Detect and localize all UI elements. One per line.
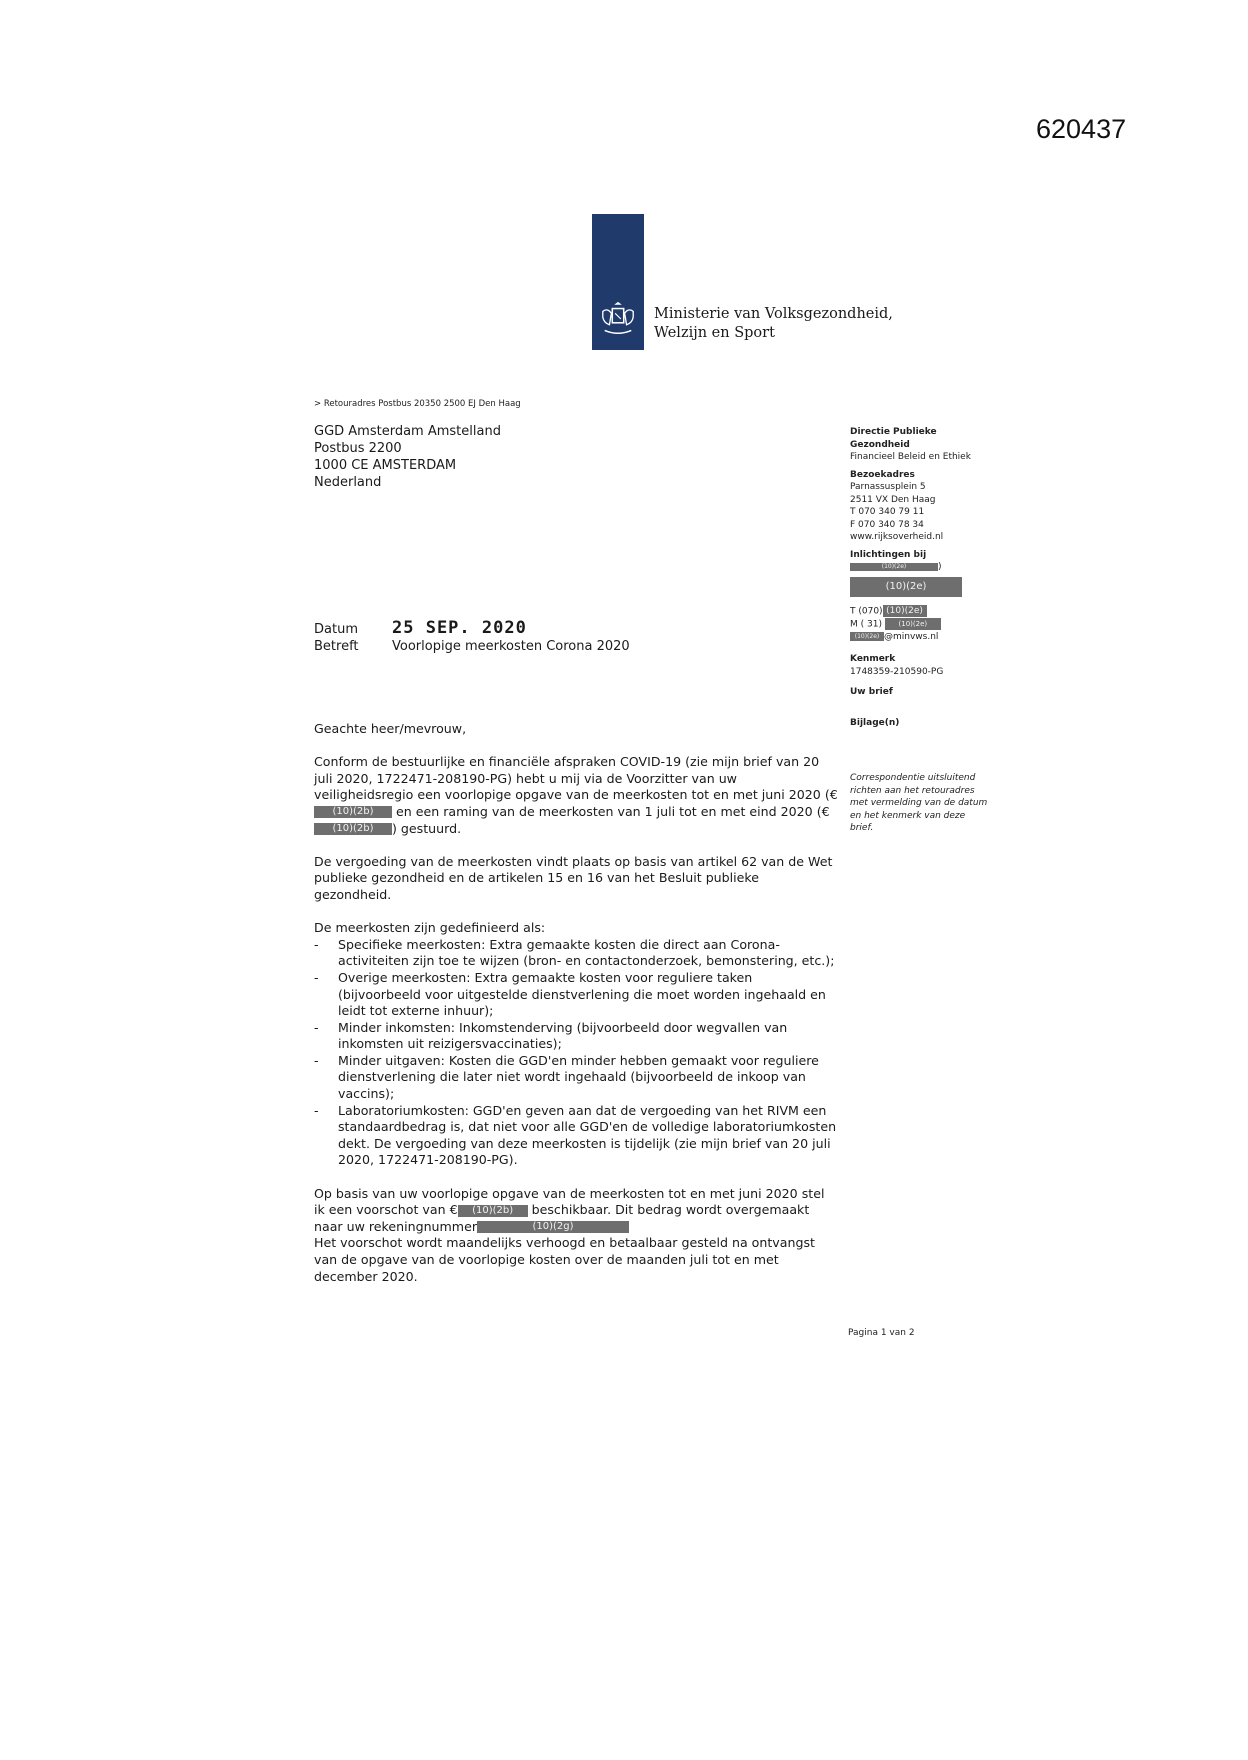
paragraph: De meerkosten zijn gedefinieerd als: [314, 920, 546, 936]
subject-value: Voorlopige meerkosten Corona 2020 [392, 639, 630, 654]
visit-address-line: 2511 VX Den Haag [850, 494, 936, 505]
addressee-line: Postbus 2200 [314, 441, 402, 456]
redaction-box: (10)(2b) [458, 1205, 528, 1217]
salutation: Geachte heer/mevrouw, [314, 721, 467, 736]
visit-address-label: Bezoekadres [850, 469, 915, 480]
paragraph: De vergoeding van de meerkosten vindt plaats op basis van artikel 62 van de Wet publieke gezondheid en de artikelen 15 en 16 van het Besluit publieke gezondheid. [314, 853, 833, 902]
redaction-box: (10)(2g) [477, 1221, 629, 1233]
redaction-box: (10)(2b) [314, 823, 392, 835]
list-item: - Minder inkomsten: Inkomstenderving (bijvoorbeeld door wegvallen van inkomsten uit reizigersvaccinaties); [314, 1020, 839, 1053]
letter-body [314, 721, 839, 1302]
paragraph-text: en een raming van de meerkosten van 1 juli tot en met eind 2020 (€ [396, 803, 830, 819]
reference-label: Kenmerk [850, 654, 896, 664]
correspondence-note: Correspondentie uitsluitend richten aan het retouradres met vermelding van de datum en het kenmerk van deze brief. [850, 773, 988, 833]
visit-address-line: Parnassusplein 5 [850, 482, 926, 492]
list-item: - Laboratoriumkosten: GGD'en geven aan dat de vergoeding van het RIVM een standaardbedrag is, dat niet voor alle GGD'en de volledige laboratoriumkosten dekt. De vergoeding van deze meerkosten is tijdelijk (zie mijn brief van 20 juli 2020, 1722471-208190-PG). [314, 1103, 839, 1169]
subject-label: Betreft [314, 639, 359, 654]
addressee-line: Nederland [314, 475, 382, 490]
paragraph-text: beschikbaar. Dit bedrag wordt overgemaakt naar uw rekeningnummer [314, 1202, 810, 1234]
ministry-name-line1: Ministerie van Volksgezondheid, [654, 306, 893, 322]
info-contact-label: Inlichtingen bij [850, 549, 927, 560]
date-stamp: 25 SEP. 2020 [392, 618, 527, 638]
paragraph [314, 1186, 839, 1286]
visit-address-line: F 070 340 78 34 [850, 519, 924, 530]
redaction-box: (10)(2e) [850, 577, 962, 597]
redaction-box: (10)(2e) [850, 632, 884, 641]
paragraph [314, 754, 839, 837]
mobile-prefix: M ( 31) [850, 619, 882, 629]
department-subtitle: Financieel Beleid en Ethiek [850, 452, 971, 462]
reference-value: 1748359-210590-PG [850, 666, 944, 677]
return-address: > Retouradres Postbus 20350 2500 EJ Den Haag [314, 399, 521, 409]
page-indicator: Pagina 1 van 2 [848, 1328, 915, 1338]
paragraph-text: Op basis van uw voorlopige opgave van de meerkosten tot en met juni 2020 stel ik een voorschot van € [314, 1185, 825, 1218]
email-suffix: @minvws.nl [884, 631, 939, 642]
visit-address-line: T 070 340 79 11 [850, 507, 925, 517]
closing-parenthesis: ) [938, 562, 942, 572]
letter-meta [314, 620, 630, 655]
addressee-block [314, 423, 501, 491]
redaction-box: (10)(2b) [314, 806, 392, 818]
redaction-box: (10)(2e) [883, 605, 927, 617]
government-logo [592, 214, 644, 350]
ministry-name-line2: Welzijn en Sport [654, 325, 775, 341]
redaction-box: (10)(2e) [850, 563, 938, 571]
cost-definitions-list [314, 937, 839, 1169]
sender-sidebar [850, 426, 990, 734]
list-item: - Minder uitgaven: Kosten die GGD'en minder hebben gemaakt voor reguliere dienstverlening die later niet wordt ingehaald (bijvoorbeeld de inkoop van vaccins); [314, 1053, 839, 1103]
paragraph-text: Conform de bestuurlijke en financiële afspraken COVID-19 (zie mijn brief van 20 juli 2020, 1722471-208190-PG) hebt u mij via de Voorzitter van uw veiligheidsregio een voorlopige opgave van de meerkosten tot en met juni 2020 (€ [314, 754, 838, 803]
list-item: - Overige meerkosten: Extra gemaakte kosten voor reguliere taken (bijvoorbeeld voor uitgestelde dienstverlening die moet worden ingehaald en leidt tot externe inhuur); [314, 970, 839, 1020]
your-letter-label: Uw brief [850, 687, 893, 697]
list-item: - Specifieke meerkosten: Extra gemaakte kosten die direct aan Corona-activiteiten zijn toe te wijzen (bron- en contactonderzoek, bemonstering, etc.); [314, 937, 839, 970]
department-title: Directie Publieke Gezondheid [850, 427, 937, 450]
document-number: 620437 [1036, 114, 1127, 144]
phone-prefix: T (070) [850, 606, 883, 616]
redaction-box: (10)(2e) [885, 618, 941, 630]
paragraph-text: Het voorschot wordt maandelijks verhoogd en betaalbaar gesteld na ontvangst van de opgave van de voorlopige kosten over de maanden juli tot en met december 2020. [314, 1235, 815, 1284]
addressee-line: GGD Amsterdam Amstelland [314, 424, 501, 439]
addressee-line: 1000 CE AMSTERDAM [314, 458, 457, 473]
date-label: Datum [314, 622, 358, 637]
website-link[interactable]: www.rijksoverheid.nl [850, 532, 944, 542]
ministry-name [654, 305, 893, 343]
coat-of-arms-icon [599, 300, 637, 338]
attachments-label: Bijlage(n) [850, 717, 900, 728]
paragraph-text: ) gestuurd. [392, 820, 462, 836]
